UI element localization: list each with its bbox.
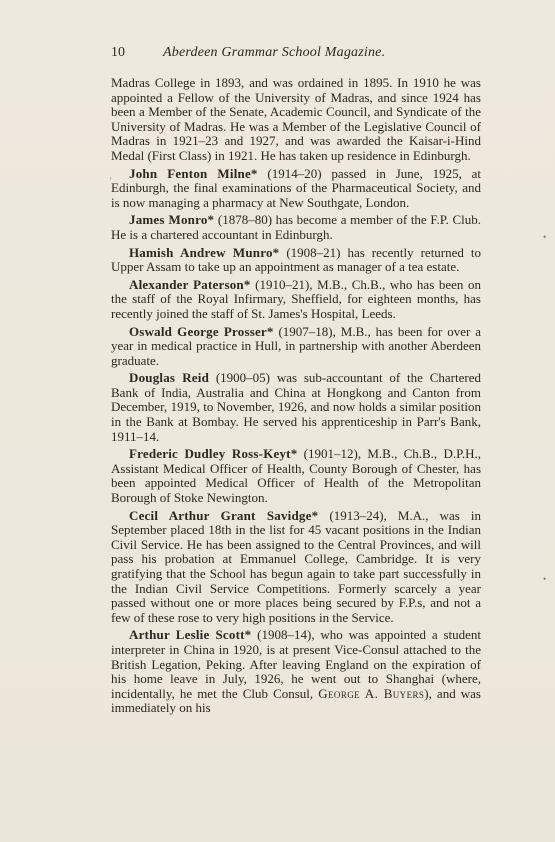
entry-text: (1900–05) was sub-accountant of the Chartered Bank of India, Australia and China at Hongkong and Canton from December, 1919, to November, 1926, and now holds a similar position in the Bank at Bombay. He served his apprenticeship in Parr's Bank, 1911–14. — [111, 370, 481, 444]
entry-text: (1901–12), M.B., Ch.B., D.P.H., Assistant Medical Officer of Health, County Borough of Chester, has been appointed Medical Officer of Health of the Metropolitan Borough of Stoke Newington. — [111, 446, 482, 506]
entry-frederic-dudley-ross-keyt — [111, 447, 481, 505]
entry-arthur-leslie-scott — [111, 628, 481, 716]
entry-text: (1878–80) has become a member of the F.P. Club. He is a chartered accountant in Edinburgh. — [111, 212, 481, 242]
entry-douglas-reid — [111, 371, 481, 444]
entry-james-monro — [111, 213, 481, 242]
entry-text: (1913–24), M.A., was in September placed 18th in the list for 45 vacant positions in the Indian Civil Service. He has been assigned to the Central Provinces, and will pass his probation at Emmanuel College, Cambridge. It is very gratifying that the School has begun again to take part successfully in the Indian Civil Service Competitions. Formerly scarcely a year passed without one or more places being secured by F.P.s, and not a few of these rose to very high positions in the Service. — [111, 507, 481, 625]
entry-name: Alexander Paterson* — [129, 276, 251, 292]
entry-text: (1908–21) has recently returned to Upper Assam to take up an appointment as manager of a tea estate. — [111, 244, 481, 275]
running-title: Aberdeen Grammar School Magazine. — [163, 45, 386, 60]
entry-name: Cecil Arthur Grant Savidge* — [129, 507, 319, 523]
entry-name: Douglas Reid — [129, 370, 210, 386]
margin-speck: ' — [110, 176, 112, 186]
entry-text: (1907–18), M.B., has been for over a year in medical practice in Hull, in partnership with another Aberdeen graduate. — [111, 323, 481, 368]
margin-dot: • — [543, 232, 547, 242]
entry-oswald-george-prosser — [111, 325, 481, 369]
entry-name: James Monro* — [129, 212, 215, 228]
entry-john-fenton-milne — [111, 167, 481, 211]
entry-name: Arthur Leslie Scott* — [129, 627, 252, 643]
entry-text: (1910–21), M.B., Ch.B., who has been on the staff of the Royal Infirmary, Sheffield, for eighteen months, has recently joined the staff of St. James's Hospital, Leeds. — [111, 276, 481, 321]
margin-dot: • — [543, 574, 547, 584]
article-body — [111, 76, 481, 719]
club-consul-name: George A. Buyers — [318, 685, 425, 701]
entry-name: Hamish Andrew Munro* — [129, 244, 280, 260]
entry-alexander-paterson — [111, 278, 481, 322]
entry-name: John Fenton Milne* — [129, 165, 258, 181]
entry-tail: ), and was immediately on his — [111, 685, 481, 716]
entry-name: Frederic Dudley Ross-Keyt* — [129, 446, 298, 462]
entry-text: (1914–20) passed in June, 1925, at Edinburgh, the final examinations of the Pharmaceutical Society, and is now managing a pharmacy at New Southgate, London. — [111, 165, 482, 210]
entry-hamish-andrew-munro — [111, 246, 481, 275]
page-header — [111, 44, 446, 62]
entry-cecil-arthur-grant-savidge — [111, 509, 481, 626]
page-number: 10 — [111, 45, 125, 60]
paragraph-madras-college — [111, 76, 481, 164]
entry-text: (1908–14), who was appointed a student interpreter in China in 1920, is at present Vice-Consul attached to the British Legation, Peking. After leaving England on the expiration of his home leave in July, 1926, he went out to Shanghai (where, incidentally, he met the Club Consul, — [111, 627, 481, 701]
entry-name: Oswald George Prosser* — [129, 323, 274, 339]
paragraph-text: Madras College in 1893, and was ordained in 1895. In 1910 he was appointed a Fellow of the University of Madras, and since 1924 has been a Member of the Senate, Academic Council, and Syndicate of the University of Madras. He was a Member of the Legislative Council of Madras in 1921–23 and 1927, and was awarded the Kaisar-i-Hind Medal (First Class) in 1921. He has taken up residence in Edinburgh. — [111, 75, 481, 163]
